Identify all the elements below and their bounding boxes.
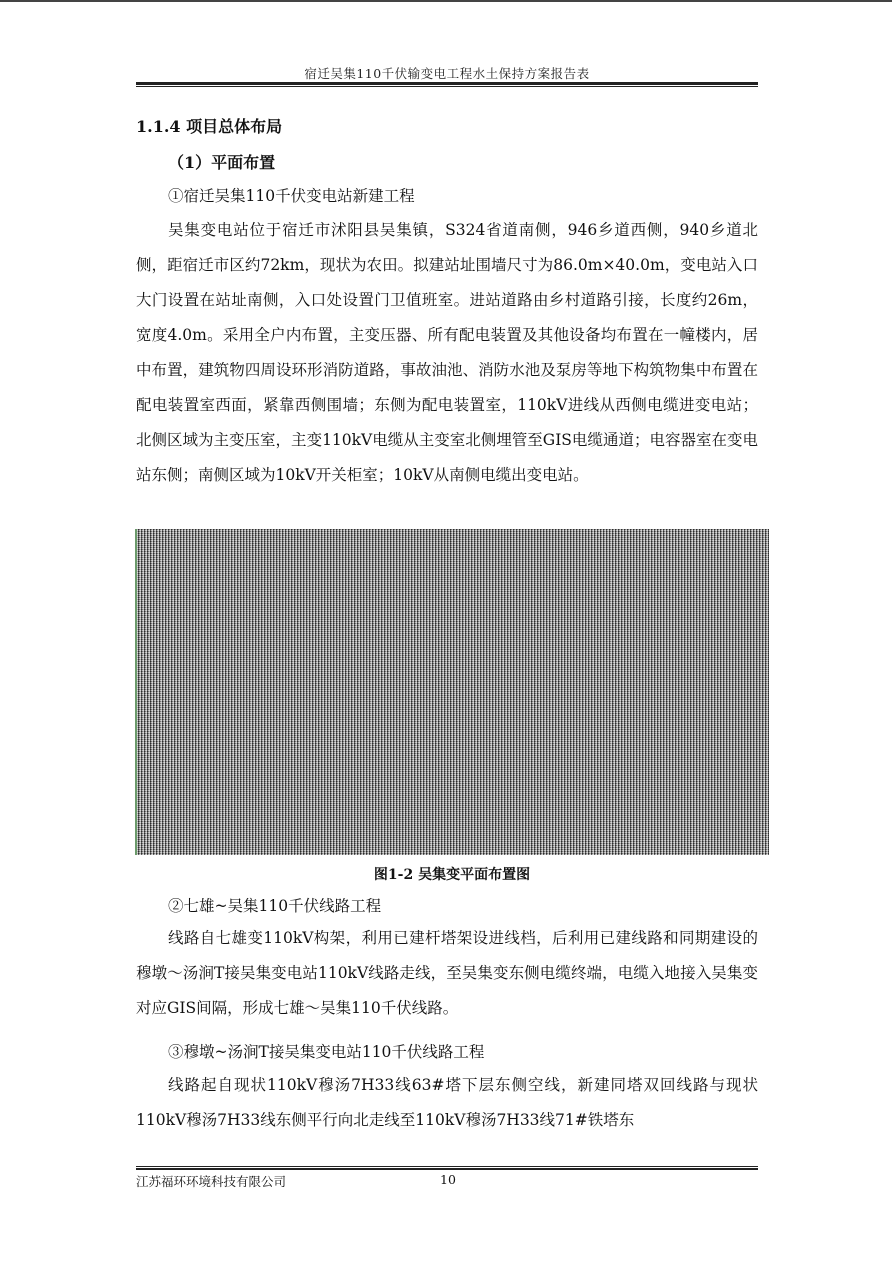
item-title-substation: ①宿迁吴集110千伏变电站新建工程: [168, 187, 415, 205]
section-heading: 1.1.4 项目总体布局: [136, 117, 283, 136]
paragraph-qixiong-line: 线路自七雄变110kV构架，利用已建杆塔架设进线档，后利用已建线路和同期建设的穆墩～汤涧T接吴集变电站110kV线路走线，至吴集变东侧电缆终端，电缆入地接入吴集变对应GIS间隔，形成七雄～吴集110千伏线路。: [136, 929, 758, 1017]
footer-rule-thin: [136, 1166, 758, 1167]
layout-plan-figure: [135, 529, 769, 855]
running-header: 宿迁吴集110千伏输变电工程水土保持方案报告表: [304, 66, 590, 81]
footer-company: 江苏福环环境科技有限公司: [136, 1174, 287, 1189]
page-number: 10: [440, 1172, 456, 1187]
header-rule: [136, 82, 758, 85]
paragraph-substation: 吴集变电站位于宿迁市沭阳县吴集镇，S324省道南侧，946乡道西侧，940乡道北侧，距宿迁市区约72km，现状为农田。拟建站址围墙尺寸为86.0m×40.0m，变电站入口大门设置在站址南侧，入口处设置门卫值班室。进站道路由乡村道路引接，长度约26m，宽度4.0m。采用全户内布置，主变压器、所有配电装置及其他设备均布置在一幢楼内，居中布置，建筑物四周设环形消防道路，事故油池、消防水池及泵房等地下构筑物集中布置在配电装置室西面，紧靠西侧围墙；东侧为配电装置室，110kV进线从西侧电缆进变电站；北侧区域为主变压室，主变110kV电缆从主变室北侧埋管至GIS电缆通道；电容器室在变电站东侧；南侧区域为10kV开关柜室；10kV从南侧电缆出变电站。: [136, 221, 758, 484]
paragraph-mudun-line: 线路起自现状110kV穆汤7H33线63#塔下层东侧空线，新建同塔双回线路与现状110kV穆汤7H33线东侧平行向北走线至110kV穆汤7H33线71#铁塔东: [136, 1076, 758, 1129]
header-rule-thin: [136, 86, 758, 87]
page-top-border: [0, 0, 892, 2]
footer-rule: [136, 1168, 758, 1170]
item-title-qixiong-line: ②七雄~吴集110千伏线路工程: [168, 897, 382, 915]
figure-caption: 图1-2 吴集变平面布置图: [373, 867, 531, 883]
subsection-heading: （1）平面布置: [168, 153, 276, 172]
item-title-mudun-line: ③穆墩~汤涧T接吴集变电站110千伏线路工程: [168, 1043, 485, 1061]
